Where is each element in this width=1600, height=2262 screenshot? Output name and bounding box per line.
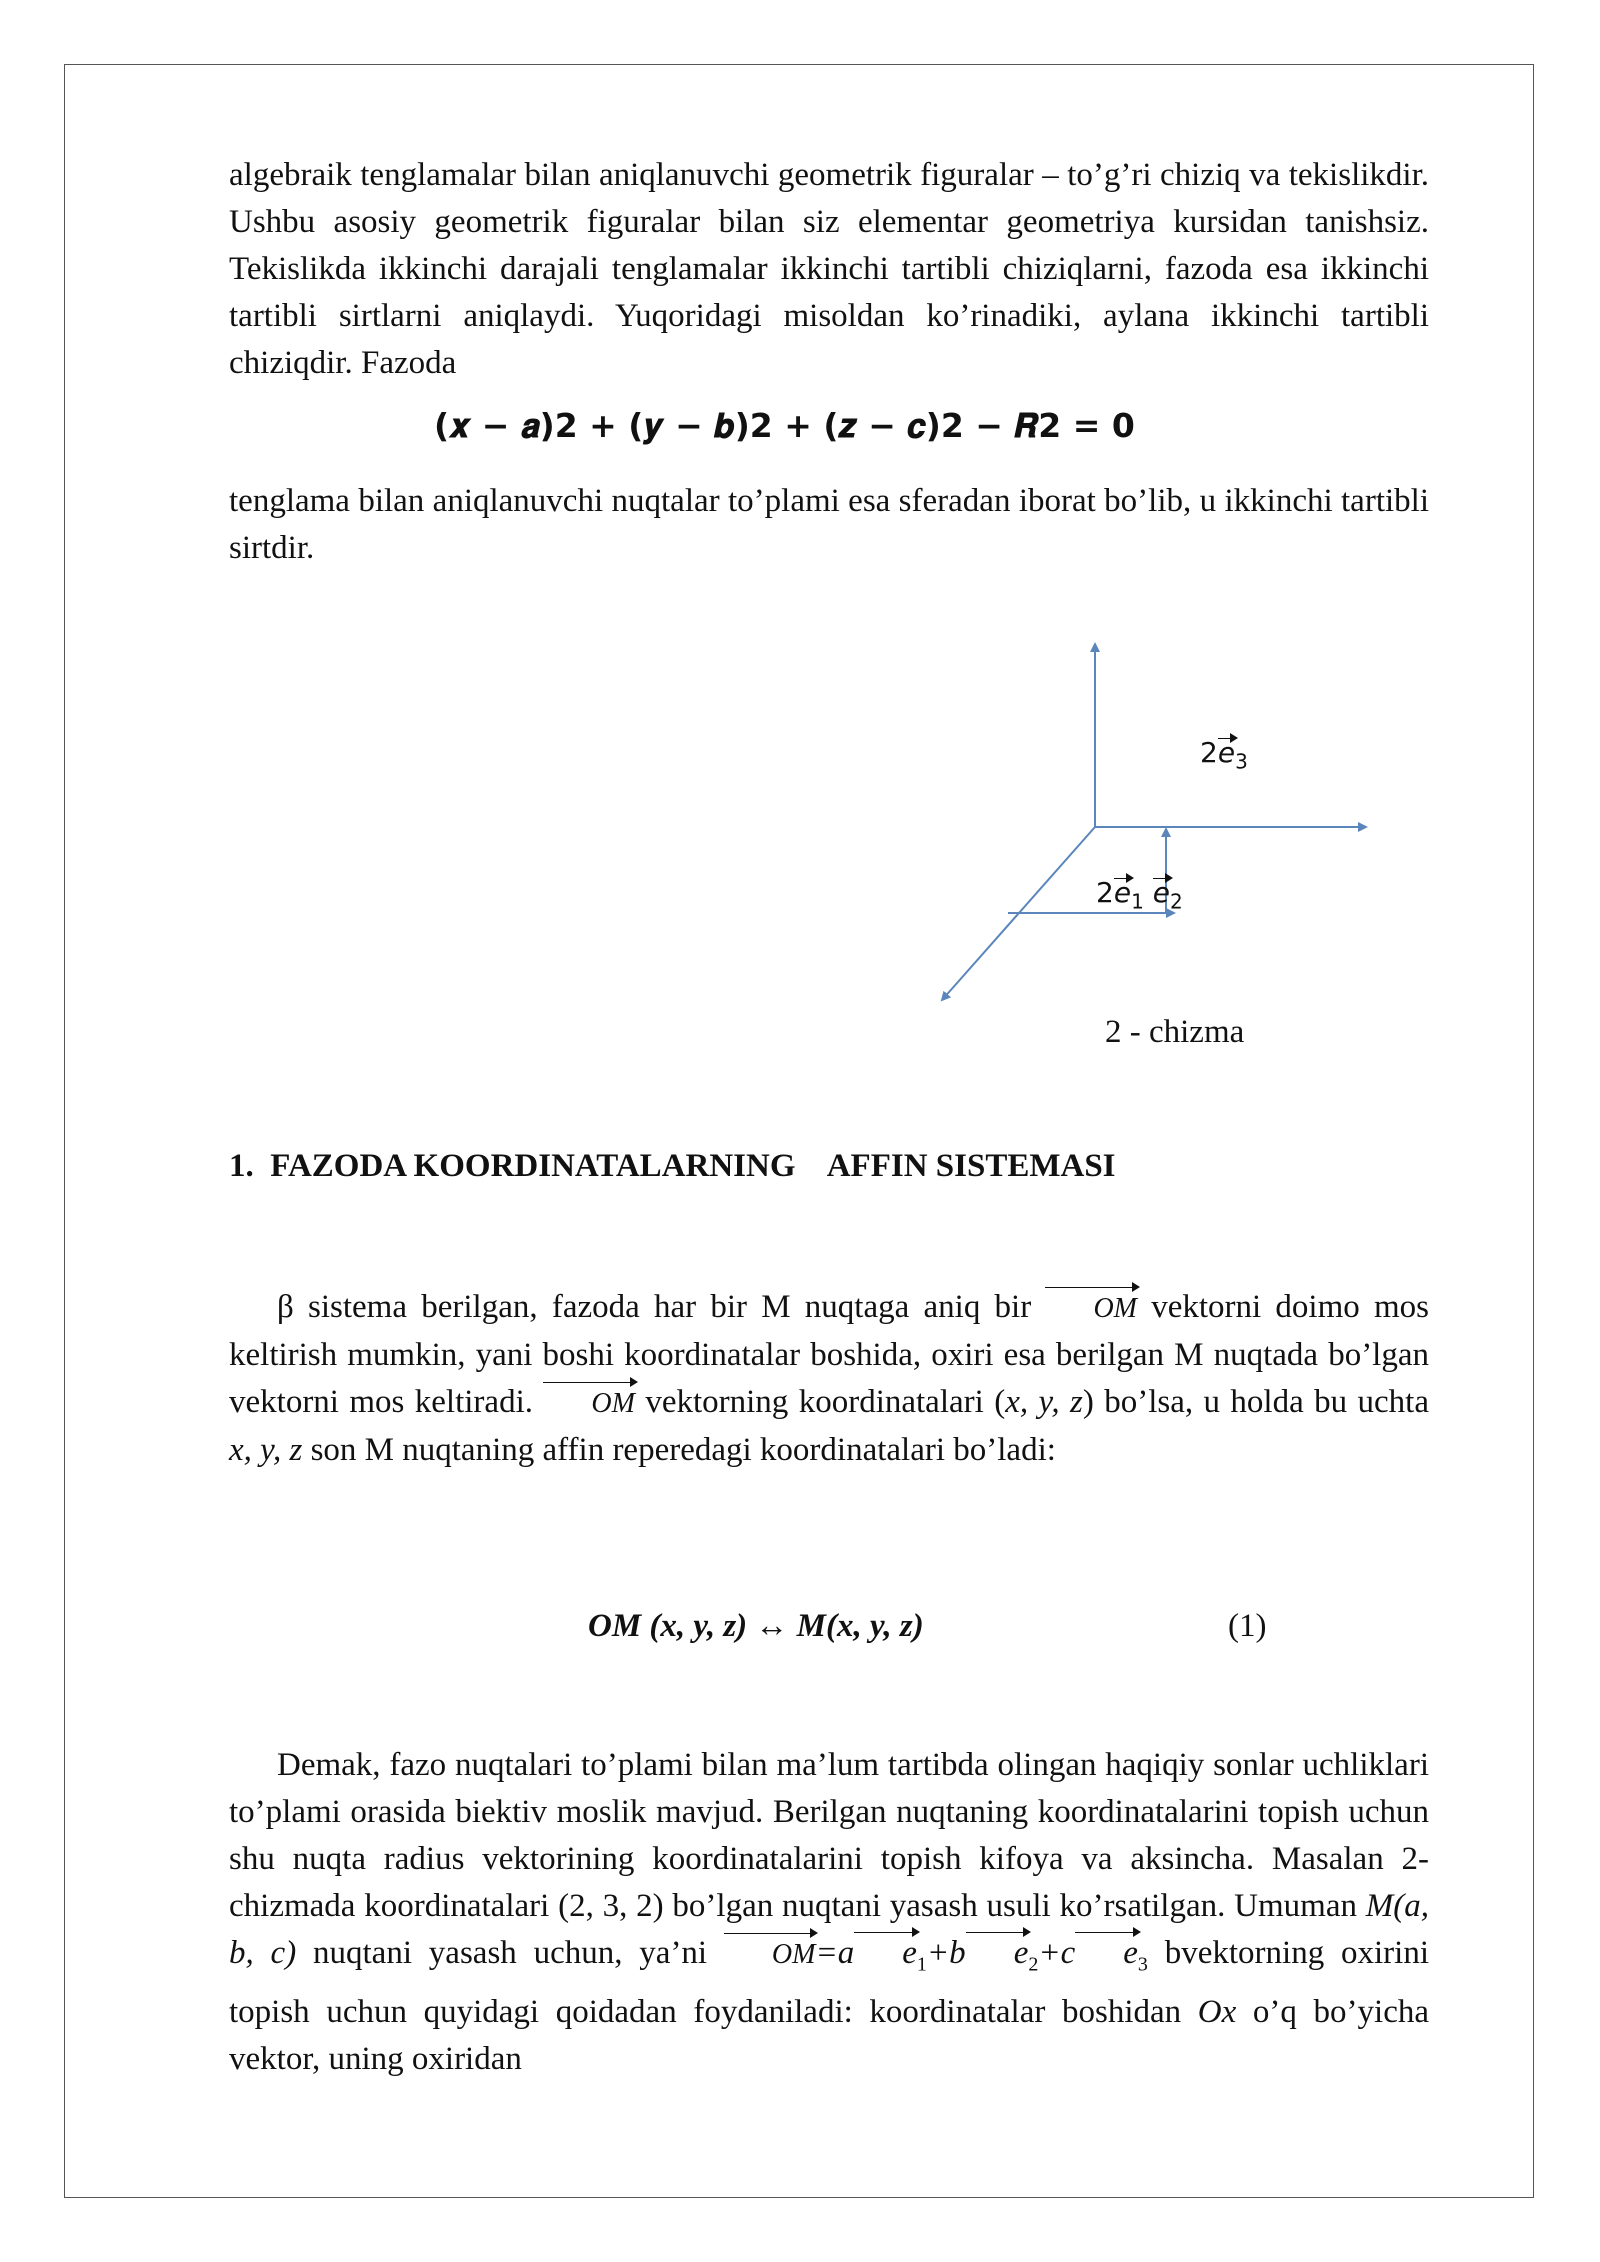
paragraph-affine: β sistema berilgan, fazoda har bir M nuqtaga aniq bir OM vektorni doimo mos keltirish mumkin, yani boshi koordinatalar boshida, oxiri esa berilgan M nuqtada bo’lgan vektorni mos keltiradi. OM vektorning koordinatalari (x, y, z) bo’lsa, u holda bu uchta x, y, z son M nuqtaning affin reperedagi koordinatalari bo’ladi:: [229, 1284, 1429, 1474]
coordinate-figure: [920, 630, 1380, 1020]
vector-om-3: OM: [724, 1931, 816, 1978]
sphere-equation: (𝒙 − 𝒂)2 + (𝒚 − 𝒃)2 + (𝒛 − 𝒄)2 − 𝑹2 = 0: [434, 406, 1135, 445]
axes-drawing: [920, 630, 1380, 1020]
paragraph-sphere: tenglama bilan aniqlanuvchi nuqtalar to’plami esa sferadan iborat bo’lib, u ikkinchi tartibli sirtdir.: [229, 483, 1429, 566]
vector-om-2: OM: [543, 1380, 635, 1427]
figure-caption: 2 - chizma: [1105, 1014, 1245, 1050]
label-2e3: $2e_3$: [1200, 736, 1248, 774]
equation-number: (1): [1228, 1608, 1267, 1644]
paragraph-intro: algebraik tenglamalar bilan aniqlanuvchi geometrik figuralar – to’g’ri chiziq va tekislikdir. Ushbu asosiy geometrik figuralar bilan siz elementar geometriya kursidan tanishsiz. Tekislikda ikkinchi darajali tenglamalar ikkinchi tartibli chiziqlarni, fazoda esa ikkinchi tartibli sirtlarni aniqlaydi. Yuqoridagi misoldan ko’rinadiki, aylana ikkinchi tartibli chiziqdir. Fazoda: [229, 157, 1429, 381]
vector-om-1: OM: [1045, 1285, 1137, 1332]
paragraph-bijection: Demak, fazo nuqtalari to’plami bilan ma’lum tartibda olingan haqiqiy sonlar uchliklari to’plami orasida biektiv moslik mavjud. Berilgan nuqtaning koordinatalarini topish uchun shu nuqta radius vektorining koordinatalarini topish kifoya va aksincha. Masalan 2-chizmada koordinatalari (2, 3, 2) bo’lgan nuqtani yasash usuli ko’rsatilgan. Umuman M(a, b, c) nuqtani yasash uchun, ya’ni OM=a $e_1+b$ $e_2+c$ $e_3$ bvektorning oxirini topish uchun quyidagi qoidadan foydaniladi: koordinatalar boshidan Ox o’q bo’yicha vektor, uning oxiridan: [229, 1747, 1430, 2077]
section-heading: 1. FAZODA KOORDINATALARNING AFFIN SISTEMASI: [229, 1148, 1116, 1184]
correspondence-formula: OM (x, y, z) ↔ M(x, y, z): [588, 1608, 924, 1644]
label-2e1-e2: $2e_1$ $e_2$: [1096, 876, 1183, 914]
